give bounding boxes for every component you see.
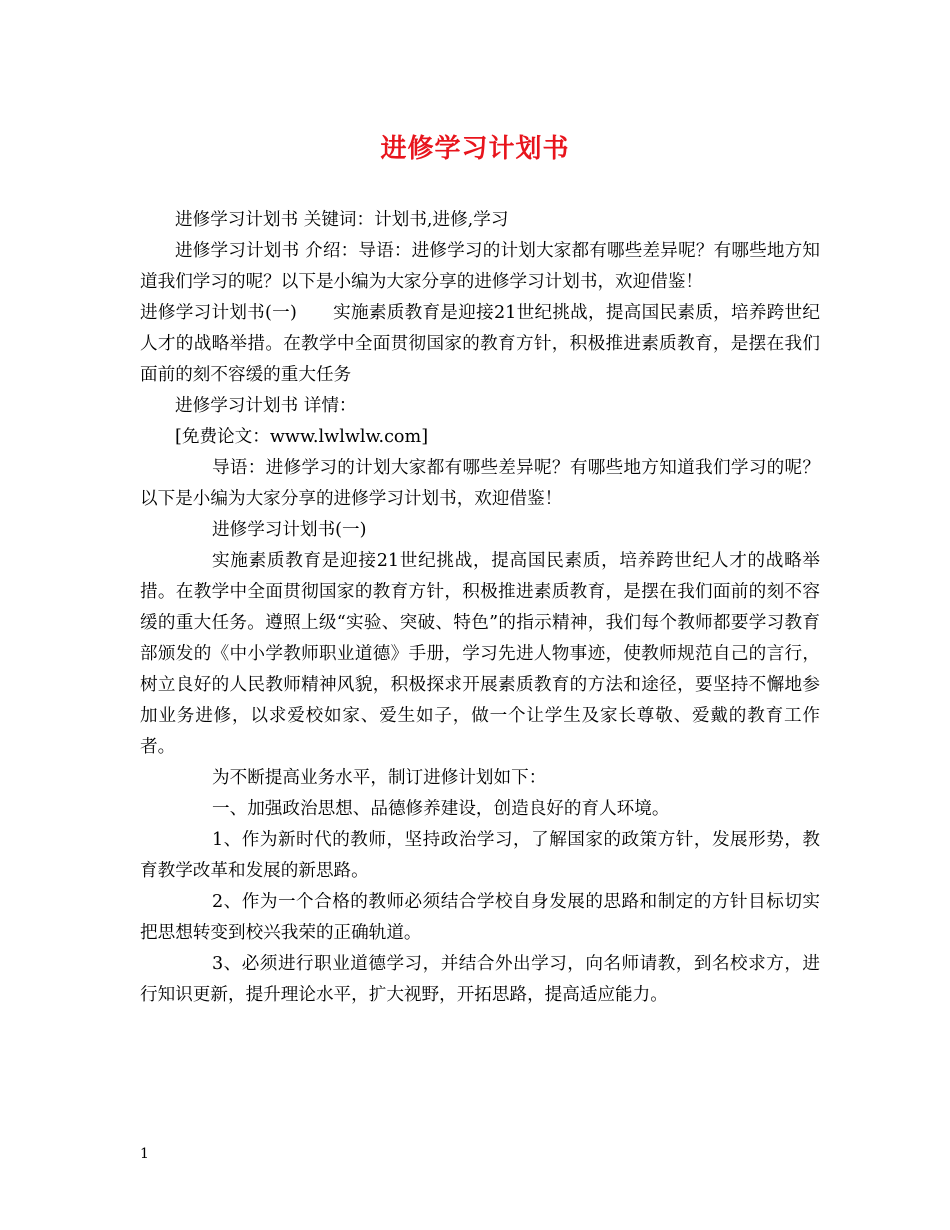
paragraph-plan-intro: 为不断提高业务水平，制订进修计划如下： [212, 768, 547, 788]
intro-line: 进修学习计划书 介绍：导语：进修学习的计划大家都有哪些差异呢？有哪些地方知道我们学习的呢？以下是小编为大家分享的进修学习计划书，欢迎借鉴！ [140, 241, 820, 292]
document-body [140, 205, 820, 1011]
keywords-line: 进修学习计划书 关键词：计划书,进修,学习 [175, 210, 509, 230]
details-label: 进修学习计划书 详情： [175, 396, 357, 416]
intro-section-heading: 进修学习计划书(一) [140, 303, 297, 323]
section-heading: 进修学习计划书(一) [212, 520, 367, 540]
plan-item-3: 3、必须进行职业道德学习，并结合外出学习，向名师请教，到名校求方，进行知识更新，提升理论水平，扩大视野，开拓思路，提高适应能力。 [140, 954, 820, 1005]
intro-section-text: 实施素质教育是迎接21世纪挑战，提高国民素质，培养跨世纪人才的战略举措。在教学中全面贯彻国家的教育方针，积极推进素质教育，是摆在我们面前的刻不容缓的重大任务 [140, 303, 820, 385]
plan-item-2: 2、作为一个合格的教师必须结合学校自身发展的思路和制定的方针目标切实把思想转变到校兴我荣的正确轨道。 [140, 892, 820, 943]
plan-item-1: 1、作为新时代的教师，坚持政治学习，了解国家的政策方针，发展形势，教育教学改革和发展的新思路。 [140, 830, 820, 881]
page-number: 1 [140, 1146, 149, 1162]
plan-item-heading: 一、加强政治思想、品德修养建设，创造良好的育人环境。 [212, 799, 670, 819]
document-title: 进修学习计划书 [380, 134, 570, 164]
paragraph-lead: 导语：进修学习的计划大家都有哪些差异呢？有哪些地方知道我们学习的呢？以下是小编为大家分享的进修学习计划书，欢迎借鉴！ [140, 458, 820, 509]
intro-section [140, 298, 820, 391]
paragraph-main: 实施素质教育是迎接21世纪挑战，提高国民素质，培养跨世纪人才的战略举措。在教学中全面贯彻国家的教育方针，积极推进素质教育，是摆在我们面前的刻不容缓的重大任务。遵照上级“实验、突破、特色”的指示精神，我们每个教师都要学习教育部颁发的《中小学教师职业道德》手册，学习先进人物事迹，使教师规范自己的言行，树立良好的人民教师精神风貌，积极探求开展素质教育的方法和途径，要坚持不懈地参加业务进修，以求爱校如家、爱生如子，做一个让学生及家长尊敬、爱戴的教育工作者。 [140, 551, 820, 757]
source-line: [免费论文：www.lwlwlw.com] [175, 427, 429, 447]
